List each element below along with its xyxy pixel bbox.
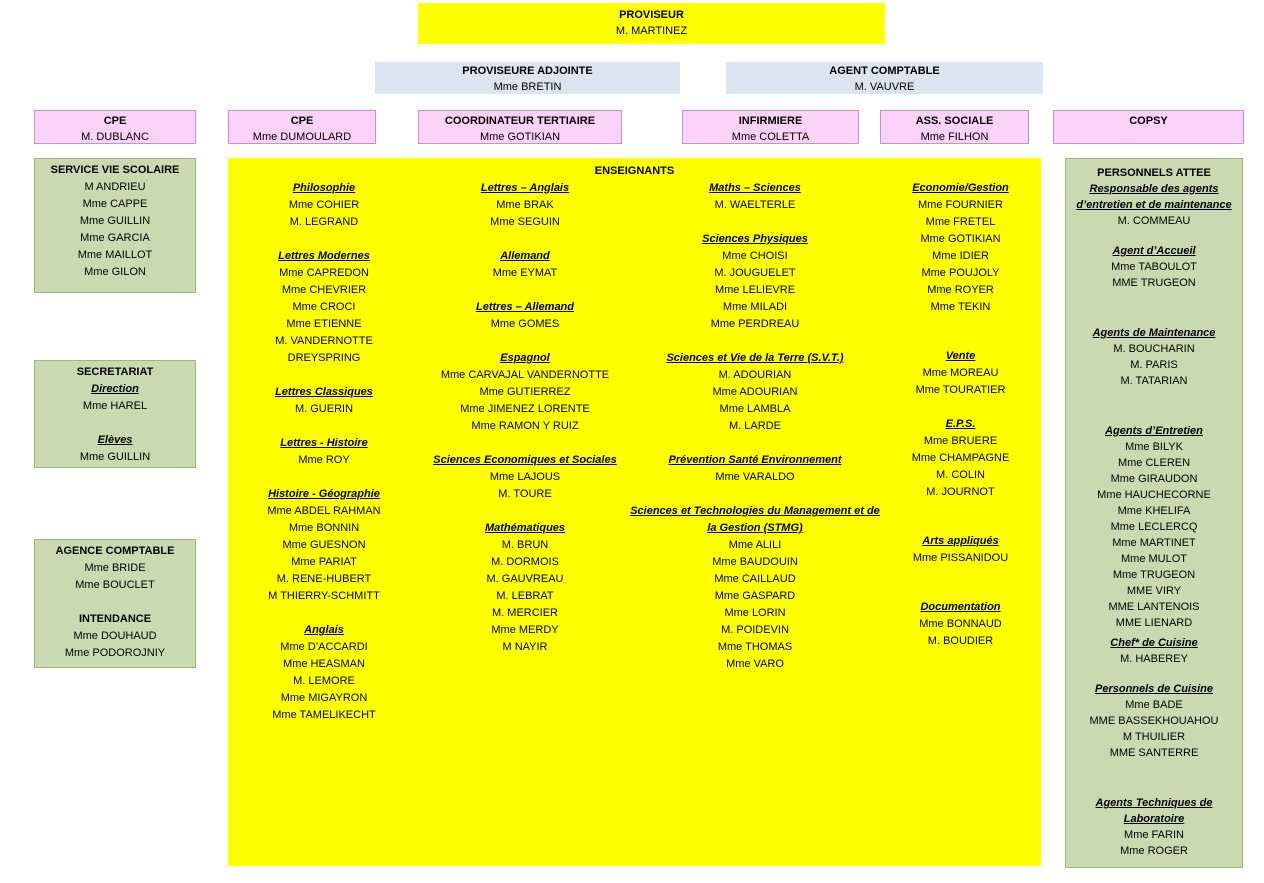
attee-group <box>1066 243 1242 291</box>
group-names <box>35 628 195 662</box>
group-names <box>35 398 195 415</box>
subject-names <box>630 248 880 333</box>
service-groups <box>35 179 195 281</box>
subject-names <box>880 616 1041 650</box>
person-name: Mme MOREAU <box>922 367 999 379</box>
enseignants-columns <box>228 180 1041 724</box>
person-name: Mme CLEREN <box>1117 457 1191 469</box>
service-group <box>35 179 195 281</box>
person-name: Mme LECLERCQ <box>1110 521 1198 533</box>
person-name: Mme BILYK <box>1125 441 1183 453</box>
person-name: Mme PODOROJNIY <box>64 647 166 659</box>
subject-heading: Sciences et Technologies du Management et de la Gestion (STMG) <box>630 505 880 534</box>
service-group <box>35 611 195 662</box>
person-name: M THIERRY-SCHMITT <box>268 590 380 602</box>
subject-heading: Anglais <box>304 624 344 636</box>
person-name: M. POIDEVIN <box>721 624 789 636</box>
person-name: Mme CAPREDON <box>279 267 369 279</box>
person-name: M. JOUGUELET <box>714 267 796 279</box>
person-name: Mme GARCIA <box>80 232 150 244</box>
person-name: M. GUERIN <box>294 403 354 415</box>
subject-group <box>880 416 1041 501</box>
subject-group <box>630 350 880 435</box>
person-name: Mme ETIENNE <box>286 318 362 330</box>
person-name: Mme FARIN <box>1124 829 1184 841</box>
person-name: Mme MAILLOT <box>77 249 153 261</box>
staff-name: Mme DUMOULARD <box>252 131 352 143</box>
person-name: Mme GOMES <box>490 318 560 330</box>
attee-groups <box>1066 181 1242 859</box>
adjointe-title: PROVISEURE ADJOINTE <box>462 65 593 77</box>
enseignants-column <box>228 180 420 724</box>
group-heading: Agents Techniques de Laboratoire <box>1095 797 1213 825</box>
person-name: Mme SEGUIN <box>490 216 560 228</box>
group-heading-bold: INTENDANCE <box>78 613 152 625</box>
subject-heading: Lettres – Allemand <box>475 301 574 313</box>
subject-names <box>228 503 420 605</box>
person-name: Mme ROY <box>298 454 350 466</box>
staff-name: M. DUBLANC <box>81 131 149 143</box>
agent-comptable-title: AGENT COMPTABLE <box>829 65 940 77</box>
person-name: Mme LORIN <box>724 607 786 619</box>
person-name: MME VIRY <box>1126 585 1182 597</box>
subject-heading: Espagnol <box>500 352 550 364</box>
person-name: Mme BRAK <box>496 199 554 211</box>
person-name: Mme KHELIFA <box>1117 505 1191 517</box>
person-name: MME BASSEKHOUAHOU <box>1089 715 1219 727</box>
person-name: Mme ROYER <box>927 284 994 296</box>
person-name: Mme BOUCLET <box>75 579 155 591</box>
person-name: Mme BADE <box>1125 699 1183 711</box>
staff-box <box>880 110 1029 144</box>
person-name: Mme DOUHAUD <box>73 630 157 642</box>
group-names <box>1066 651 1242 667</box>
staff-box <box>418 110 622 144</box>
service-groups <box>35 543 195 662</box>
subject-heading: Prévention Santé Environnement <box>668 454 842 466</box>
person-name: Mme TOURATIER <box>915 384 1006 396</box>
enseignants-column <box>630 180 880 673</box>
group-names <box>35 179 195 281</box>
subject-heading: E.P.S. <box>945 418 976 430</box>
person-name: Mme VARALDO <box>715 471 795 483</box>
service-box-title: SECRETARIAT <box>76 366 154 378</box>
adjointe-name: Mme BRETIN <box>493 81 562 93</box>
person-name: M. PARIS <box>1130 359 1178 371</box>
staff-box <box>34 110 196 144</box>
subject-group <box>420 299 630 333</box>
person-name: M. TOURE <box>498 488 552 500</box>
subject-heading: Sciences et Vie de la Terre (S.V.T.) <box>666 352 844 364</box>
person-name: Mme ROGER <box>1120 845 1188 857</box>
person-name: M. ADOURIAN <box>718 369 792 381</box>
person-name: Mme GIRAUDON <box>1110 473 1198 485</box>
group-heading: Agents d’Entretien <box>1105 425 1203 437</box>
person-name: M NAYIR <box>502 641 548 653</box>
subject-group <box>228 248 420 367</box>
service-box-title: SERVICE VIE SCOLAIRE <box>50 164 180 176</box>
person-name: M. GAUVREAU <box>486 573 564 585</box>
person-name: Mme MIGAYRON <box>280 692 368 704</box>
personnels-attee-box <box>1065 158 1243 868</box>
person-name: Mme GASPARD <box>714 590 796 602</box>
agent-comptable-box <box>726 62 1043 94</box>
person-name: Mme GUESNON <box>282 539 366 551</box>
person-name: Mme EYMAT <box>492 267 558 279</box>
subject-names <box>228 197 420 231</box>
person-name: M ANDRIEU <box>84 181 146 193</box>
subject-heading: Mathématiques <box>484 522 566 534</box>
staff-name: Mme GOTIKIAN <box>479 131 561 143</box>
proviseur-name: M. MARTINEZ <box>615 25 688 37</box>
person-name: Mme D’ACCARDI <box>280 641 368 653</box>
person-name: Mme CARVAJAL VANDERNOTTE <box>440 369 610 381</box>
person-name: Mme RAMON Y RUIZ <box>471 420 579 432</box>
staff-title: COORDINATEUR TERTIAIRE <box>444 115 596 127</box>
group-names <box>1066 827 1242 859</box>
subject-names <box>420 265 630 282</box>
staff-title: CPE <box>290 115 314 127</box>
staff-name: Mme FILHON <box>920 131 989 143</box>
group-heading: Chef* de Cuisine <box>1110 637 1198 649</box>
staff-title: CPE <box>103 115 127 127</box>
person-name: Mme FRETEL <box>925 216 996 228</box>
person-name: M. VANDERNOTTE <box>275 335 373 347</box>
group-heading: Personnels de Cuisine <box>1095 683 1213 695</box>
person-name: Mme VARO <box>726 658 784 670</box>
service-group <box>35 543 195 594</box>
subject-names <box>630 367 880 435</box>
subject-names <box>880 197 1041 316</box>
person-name: Mme MERDY <box>491 624 559 636</box>
subject-group <box>228 435 420 469</box>
service-groups <box>35 381 195 466</box>
staff-box <box>1053 110 1244 144</box>
attee-group <box>1066 325 1242 389</box>
proviseur-box <box>418 3 885 44</box>
subject-heading: Lettres Classiques <box>275 386 373 398</box>
subject-names <box>420 316 630 333</box>
subject-names <box>880 550 1041 567</box>
subject-names <box>228 265 420 367</box>
person-name: Mme ABDEL RAHMAN <box>267 505 381 517</box>
person-name: M. BOUCHARIN <box>1113 343 1195 355</box>
person-name: Mme PISSANIDOU <box>912 552 1009 564</box>
subject-names <box>420 537 630 656</box>
subject-groups <box>880 180 1041 650</box>
group-names <box>1066 259 1242 291</box>
proviseur-title: PROVISEUR <box>619 9 684 21</box>
subject-group <box>630 503 880 673</box>
staff-box <box>682 110 859 144</box>
subject-group <box>420 180 630 231</box>
person-name: MME LANTENOIS <box>1108 601 1200 613</box>
person-name: M. COMMEAU <box>1117 215 1191 227</box>
staff-box <box>228 110 376 144</box>
person-name: M. RENE-HUBERT <box>276 573 372 585</box>
person-name: MME TRUGEON <box>1112 277 1196 289</box>
subject-heading: Lettres - Histoire <box>280 437 368 449</box>
subject-groups <box>228 180 420 724</box>
staff-name: Mme COLETTA <box>731 131 810 143</box>
person-name: Mme FOURNIER <box>918 199 1003 211</box>
staff-title: ASS. SOCIALE <box>915 115 994 127</box>
subject-group <box>880 599 1041 650</box>
subject-groups <box>420 180 630 656</box>
subject-heading: Sciences Economiques et Sociales <box>433 454 617 466</box>
subject-heading: Economie/Gestion <box>912 182 1009 194</box>
person-name: M. MERCIER <box>492 607 558 619</box>
person-name: Mme GUILLIN <box>79 215 151 227</box>
group-names <box>35 449 195 466</box>
person-name: M. TATARIAN <box>1120 375 1188 387</box>
group-names <box>1066 439 1242 631</box>
person-name: Mme PARIAT <box>291 556 357 568</box>
person-name: Mme THOMAS <box>717 641 793 653</box>
staff-title: COPSY <box>1129 115 1168 127</box>
person-name: Mme MARTINET <box>1112 537 1196 549</box>
person-name: M. JOURNOT <box>926 486 995 498</box>
person-name: M. BOUDIER <box>927 635 994 647</box>
attee-group <box>1066 795 1242 859</box>
person-name: Mme BRUERE <box>923 435 998 447</box>
subject-names <box>420 197 630 231</box>
subject-names <box>228 401 420 418</box>
subject-names <box>880 433 1041 501</box>
person-name: MME SANTERRE <box>1109 747 1199 759</box>
person-name: Mme BONNIN <box>288 522 360 534</box>
person-name: Mme POUJOLY <box>921 267 1000 279</box>
subject-group <box>228 622 420 724</box>
person-name: Mme MULOT <box>1121 553 1187 565</box>
subject-group <box>880 533 1041 567</box>
person-name: M. BRUN <box>501 539 549 551</box>
person-name: Mme COHIER <box>288 199 360 211</box>
attee-title: PERSONNELS ATTEE <box>1097 167 1211 179</box>
group-heading: Responsable des agents d’entretien et de maintenance <box>1076 183 1232 211</box>
subject-group <box>420 452 630 503</box>
subject-group <box>420 520 630 656</box>
subject-heading: Allemand <box>500 250 550 262</box>
service-group <box>35 381 195 415</box>
group-heading: Direction <box>91 383 139 395</box>
subject-heading: Philosophie <box>292 182 356 194</box>
subject-names <box>420 367 630 435</box>
group-names <box>1066 213 1242 229</box>
enseignants-title: ENSEIGNANTS <box>594 165 675 177</box>
group-heading-bold: AGENCE COMPTABLE <box>55 545 175 557</box>
subject-heading: Lettres – Anglais <box>480 182 570 194</box>
person-name: DREYSPRING <box>287 352 361 364</box>
subject-heading: Documentation <box>920 601 1001 613</box>
person-name: Mme PERDREAU <box>710 318 800 330</box>
subject-group <box>228 384 420 418</box>
person-name: Mme CROCI <box>292 301 356 313</box>
proviseure-adjointe-box <box>375 62 680 94</box>
person-name: Mme JIMENEZ LORENTE <box>460 403 590 415</box>
group-heading: Elèves <box>97 434 133 446</box>
person-name: Mme TRUGEON <box>1112 569 1196 581</box>
person-name: Mme CHEVRIER <box>281 284 367 296</box>
subject-names <box>420 469 630 503</box>
service-box <box>34 158 196 293</box>
person-name: M. WAELTERLE <box>714 199 796 211</box>
group-heading: Agent d’Accueil <box>1112 245 1196 257</box>
person-name: Mme IDIER <box>932 250 989 262</box>
person-name: Mme ADOURIAN <box>712 386 798 398</box>
attee-group <box>1066 635 1242 667</box>
service-group <box>35 432 195 466</box>
group-heading: Agents de Maintenance <box>1092 327 1216 339</box>
subject-heading: Vente <box>945 350 976 362</box>
enseignants-column <box>880 180 1041 650</box>
enseignants-box <box>228 158 1041 866</box>
subject-names <box>228 452 420 469</box>
person-name: Mme LAJOUS <box>489 471 561 483</box>
person-name: M. HABEREY <box>1120 653 1188 665</box>
person-name: M. LARDE <box>729 420 781 432</box>
subject-groups <box>630 180 880 673</box>
person-name: Mme CHOISI <box>722 250 788 262</box>
person-name: Mme GILON <box>84 266 146 278</box>
staff-title: INFIRMIERE <box>738 115 803 127</box>
subject-group <box>228 180 420 231</box>
subject-group <box>420 350 630 435</box>
person-name: Mme TEKIN <box>930 301 991 313</box>
subject-group <box>420 248 630 282</box>
person-name: Mme TAMELIKECHT <box>272 709 376 721</box>
subject-heading: Sciences Physiques <box>702 233 808 245</box>
subject-group <box>228 486 420 605</box>
person-name: Mme BRIDE <box>84 562 146 574</box>
subject-heading: Maths – Sciences <box>709 182 801 194</box>
subject-group <box>880 180 1041 316</box>
subject-group <box>880 348 1041 399</box>
person-name: Mme HAREL <box>82 400 148 412</box>
subject-names <box>630 197 880 214</box>
attee-group <box>1066 423 1242 631</box>
service-box <box>34 360 196 468</box>
person-name: M. LEGRAND <box>289 216 359 228</box>
person-name: Mme GOTIKIAN <box>920 233 1001 245</box>
person-name: Mme ALILI <box>728 539 782 551</box>
person-name: Mme CAILLAUD <box>714 573 796 585</box>
person-name: Mme LELIEVRE <box>714 284 796 296</box>
subject-names <box>228 639 420 724</box>
person-name: Mme GUTIERREZ <box>479 386 571 398</box>
agent-comptable-name: M. VAUVRE <box>854 81 915 93</box>
subject-group <box>630 180 880 214</box>
person-name: Mme LAMBLA <box>719 403 791 415</box>
person-name: M. COLIN <box>936 469 985 481</box>
person-name: Mme HAUCHECORNE <box>1097 489 1211 501</box>
group-names <box>1066 341 1242 389</box>
group-names <box>1066 697 1242 761</box>
person-name: Mme BAUDOUIN <box>712 556 798 568</box>
person-name: M. LEMORE <box>293 675 355 687</box>
subject-names <box>630 537 880 673</box>
subject-names <box>880 365 1041 399</box>
attee-group <box>1066 181 1242 229</box>
person-name: Mme MILADI <box>722 301 788 313</box>
person-name: MME LIENARD <box>1115 617 1193 629</box>
subject-group <box>630 231 880 333</box>
subject-names <box>630 469 880 486</box>
person-name: Mme CHAMPAGNE <box>911 452 1010 464</box>
person-name: Mme GUILLIN <box>79 451 151 463</box>
person-name: M THUILIER <box>1122 731 1186 743</box>
person-name: M. LEBRAT <box>496 590 554 602</box>
person-name: Mme CAPPE <box>82 198 148 210</box>
enseignants-column <box>420 180 630 656</box>
subject-heading: Lettres Modernes <box>278 250 370 262</box>
attee-group <box>1066 681 1242 761</box>
person-name: Mme TABOULOT <box>1111 261 1197 273</box>
person-name: M. DORMOIS <box>491 556 559 568</box>
person-name: Mme HEASMAN <box>283 658 365 670</box>
person-name: Mme BONNAUD <box>919 618 1002 630</box>
subject-heading: Histoire - Géographie <box>268 488 380 500</box>
subject-group <box>630 452 880 486</box>
subject-heading: Arts appliqués <box>922 535 999 547</box>
group-names <box>35 560 195 594</box>
service-box <box>34 539 196 668</box>
